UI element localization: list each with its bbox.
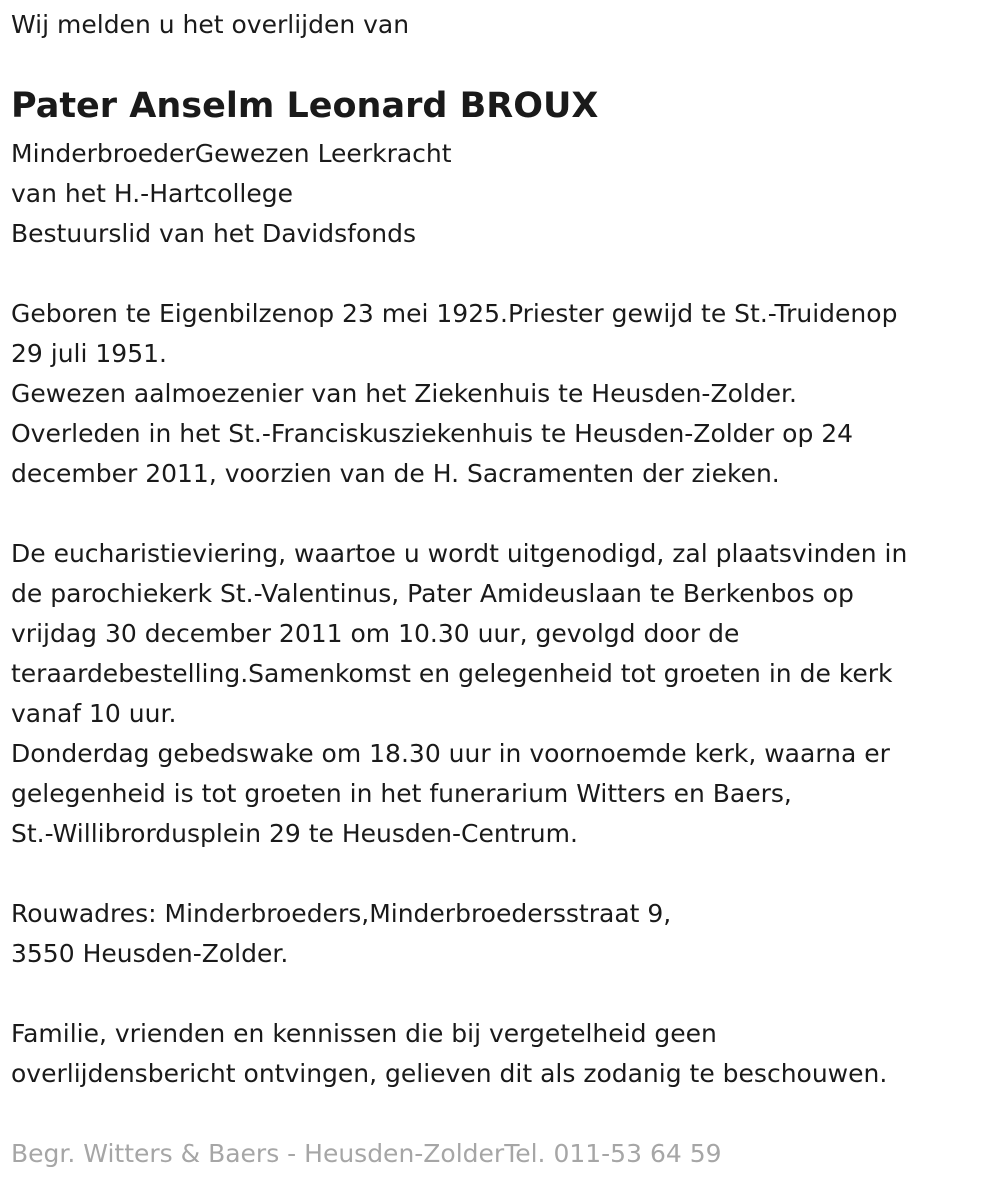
ceremony-line: Donderdag gebedswake om 18.30 uur in voornoemde kerk, waarna er [11,739,890,768]
address-line: 3550 Heusden-Zolder. [11,939,289,968]
intro-text: Wij melden u het overlijden van [11,10,410,39]
bio-line: 29 juli 1951. [11,339,167,368]
deceased-name: Pater Anselm Leonard BROUX [11,86,599,126]
title-line: MinderbroederGewezen Leerkracht [11,139,452,168]
ceremony-line: de parochiekerk St.-Valentinus, Pater Amideuslaan te Berkenbos op [11,579,854,608]
ceremony-line: gelegenheid is tot groeten in het funerarium Witters en Baers, [11,779,792,808]
family-note-section [11,1014,887,1094]
ceremony-line: vrijdag 30 december 2011 om 10.30 uur, gevolgd door de [11,619,740,648]
bio-line: Geboren te Eigenbilzenop 23 mei 1925.Priester gewijd te St.-Truidenop [11,299,898,328]
title-line: Bestuurslid van het Davidsfonds [11,219,416,248]
bio-line: Overleden in het St.-Franciskusziekenhuis te Heusden-Zolder op 24 [11,419,854,448]
title-line: van het H.-Hartcollege [11,179,293,208]
bio-line: Gewezen aalmoezenier van het Ziekenhuis te Heusden-Zolder. [11,379,797,408]
ceremony-line: vanaf 10 uur. [11,699,177,728]
ceremony-line: St.-Willibrordusplein 29 te Heusden-Centrum. [11,819,578,848]
ceremony-line: De eucharistieviering, waartoe u wordt uitgenodigd, zal plaatsvinden in [11,539,908,568]
biography-section [11,294,897,494]
funeral-home-footer: Begr. Witters & Baers - Heusden-ZolderTel. 011-53 64 59 [11,1139,722,1168]
titles-section [11,134,452,254]
ceremony-section [11,534,907,854]
ceremony-line: teraardebestelling.Samenkomst en gelegenheid tot groeten in de kerk [11,659,893,688]
address-line: Rouwadres: Minderbroeders,Minderbroedersstraat 9, [11,899,672,928]
mourning-address-section [11,894,671,974]
bio-line: december 2011, voorzien van de H. Sacramenten der zieken. [11,459,780,488]
family-line: overlijdensbericht ontvingen, gelieven dit als zodanig te beschouwen. [11,1059,888,1088]
family-line: Familie, vrienden en kennissen die bij vergetelheid geen [11,1019,717,1048]
